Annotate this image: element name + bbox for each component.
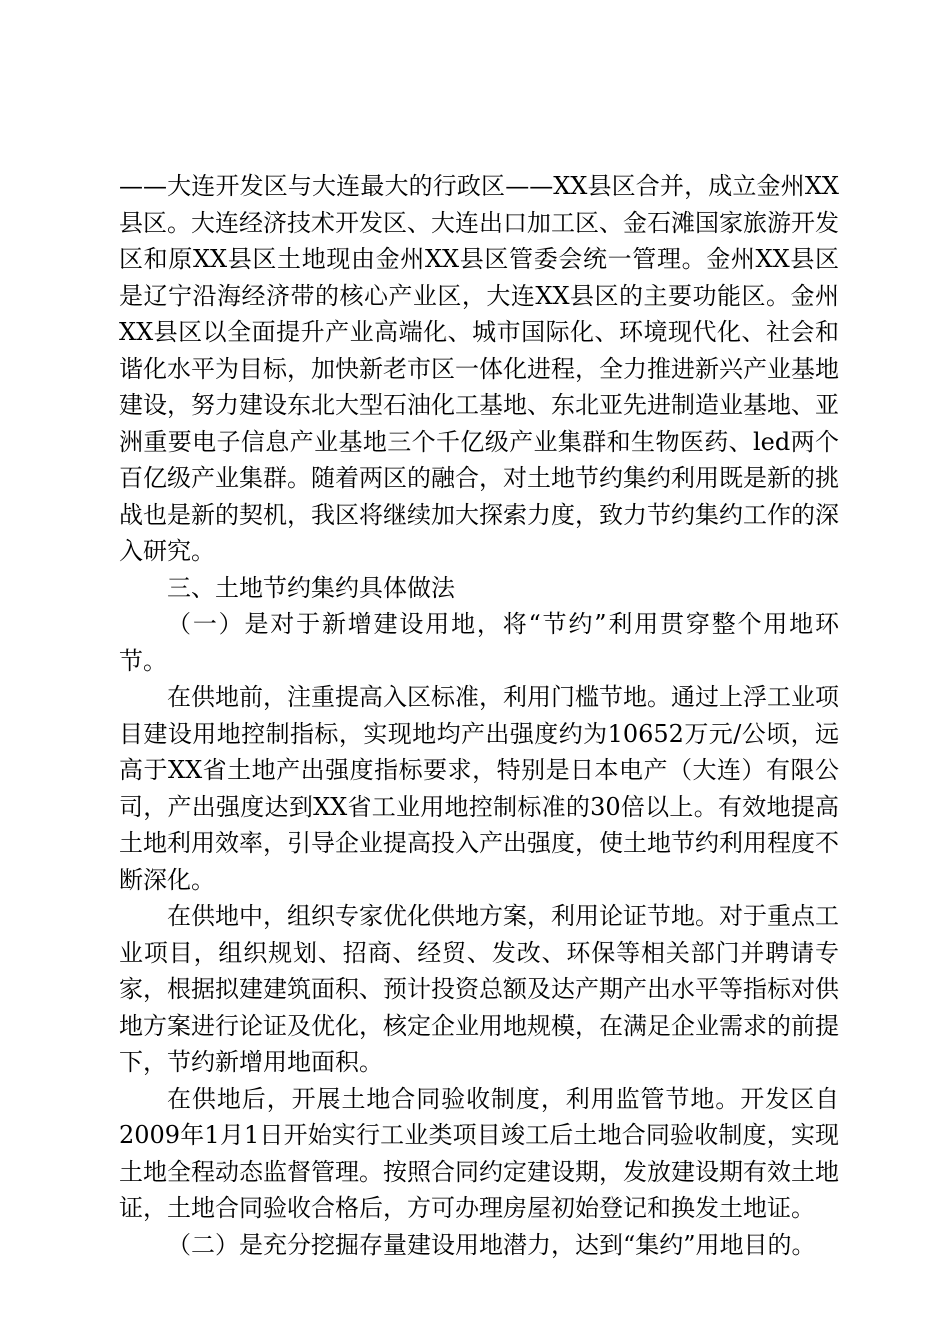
subsection-heading-2: （二）是充分挖掘存量建设用地潜力，达到“集约”用地目的。 [167,1230,816,1259]
paragraph-during-supply: 在供地中，组织专家优化供地方案，利用论证节地。对于重点工业项目，组织规划、招商、经贸、发改、环保等相关部门并聘请专家，根据拟建建筑面积、预计投资总额及达产期产出水平等指标对供地方案进行论证及优化，核定企业用地规模，在满足企业需求的前提下，节约新增用地面积。 [119,902,839,1076]
subsection-heading-1: （一）是对于新增建设用地，将“节约”利用贯穿整个用地环节。 [119,610,839,675]
paragraph-before-supply: 在供地前，注重提高入区标准，利用门槛节地。通过上浮工业项目建设用地控制指标，实现地均产出强度约为10652万元/公顷，远高于XX省土地产出强度指标要求，特别是日本电产（大连）有限公司，产出强度达到XX省工业用地控制标准的30倍以上。有效地提高土地利用效率，引导企业提高投入产出强度，使土地节约利用程度不断深化。 [119,683,839,894]
paragraph-after-supply: 在供地后，开展土地合同验收制度，利用监管节地。开发区自2009年1月1日开始实行工业类项目竣工后土地合同验收制度，实现土地全程动态监督管理。按照合同约定建设期，发放建设期有效土地证，土地合同验收合格后，方可办理房屋初始登记和换发土地证。 [119,1084,839,1222]
paragraph-district-merger: ——大连开发区与大连最大的行政区——XX县区合并，成立金州XX县区。大连经济技术开发区、大连出口加工区、金石滩国家旅游开发区和原XX县区土地现由金州XX县区管委会统一管理。金州XX县区是辽宁沿海经济带的核心产业区，大连XX县区的主要功能区。金州XX县区以全面提升产业高端化、城市国际化、环境现代化、社会和谐化水平为目标，加快新老市区一体化进程，全力推进新兴产业基地建设，努力建设东北大型石油化工基地、东北亚先进制造业基地、亚洲重要电子信息产业基地三个千亿级产业集群和生物医药、led两个百亿级产业集群。随着两区的融合，对土地节约集约利用既是新的挑战也是新的契机，我区将继续加大探索力度，致力节约集约工作的深入研究。 [119,172,839,565]
section-heading-3: 三、土地节约集约具体做法 [167,573,455,602]
document-body [119,168,839,1263]
